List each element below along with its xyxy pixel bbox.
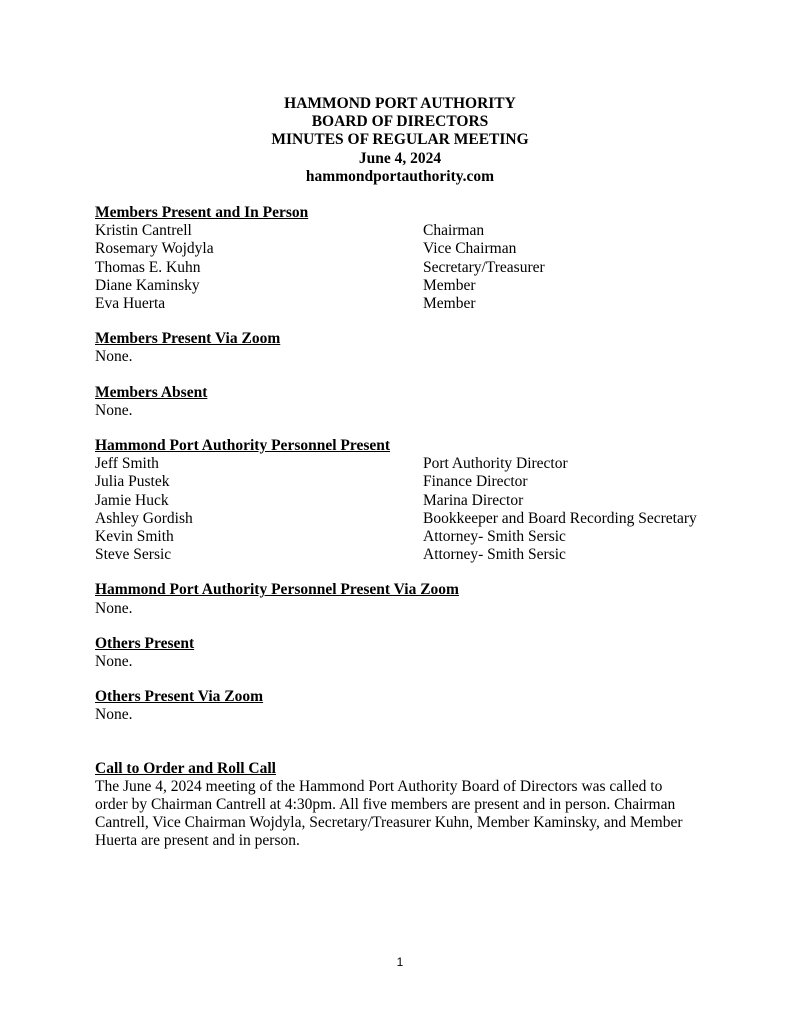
- attendee-role: Member: [423, 276, 476, 294]
- attendee-name: Jamie Huck: [95, 491, 169, 509]
- meeting-date: June 4, 2024: [358, 149, 442, 167]
- attendee-role: Chairman: [423, 222, 485, 240]
- section-text: None.: [95, 706, 133, 724]
- section-text: None.: [95, 348, 133, 366]
- section-title: Hammond Port Authority Personnel Present: [95, 437, 391, 455]
- attendee-role: Vice Chairman: [423, 240, 517, 258]
- attendee-name: Diane Kaminsky: [95, 276, 200, 294]
- attendee-row: [95, 546, 735, 564]
- attendee-row: [95, 510, 735, 528]
- section-title: Others Present: [95, 634, 195, 652]
- attendee-row: [95, 455, 735, 473]
- personnel-zoom-section: [95, 581, 735, 617]
- blank-line: [95, 742, 735, 760]
- section-title: Call to Order and Roll Call: [95, 759, 276, 777]
- call-to-order-section: [95, 760, 735, 851]
- attendee-role: Member: [423, 295, 476, 313]
- board-name: BOARD OF DIRECTORS: [311, 113, 489, 131]
- section-text: None.: [95, 401, 133, 419]
- attendee-role: Marina Director: [423, 491, 524, 509]
- paragraph-line: Cantrell, Vice Chairman Wojdyla, Secretary/Treasurer Kuhn, Member Kaminsky, and Member: [95, 814, 683, 832]
- section-title: Members Present and In Person: [95, 204, 309, 221]
- attendee-row: [95, 277, 735, 295]
- attendee-role: Finance Director: [423, 473, 528, 491]
- attendee-role: Port Authority Director: [423, 455, 568, 473]
- paragraph-line: order by Chairman Cantrell at 4:30pm. All five members are present and in person. Chairman: [95, 796, 676, 814]
- attendee-name: Julia Pustek: [95, 473, 170, 491]
- section-title: Members Absent: [95, 383, 208, 401]
- document-type: MINUTES OF REGULAR MEETING: [271, 131, 529, 149]
- attendee-name: Eva Huerta: [95, 295, 166, 313]
- attendee-row: [95, 295, 735, 313]
- attendee-name: Thomas E. Kuhn: [95, 258, 201, 276]
- others-present-section: [95, 635, 735, 671]
- attendee-name: Rosemary Wojdyla: [95, 240, 214, 258]
- others-zoom-section: [95, 688, 735, 724]
- section-title: Others Present Via Zoom: [95, 688, 264, 706]
- paragraph-line: The June 4, 2024 meeting of the Hammond Port Authority Board of Directors was called to: [95, 777, 663, 795]
- attendee-name: Kristin Cantrell: [95, 222, 192, 240]
- members-zoom-section: [95, 330, 735, 366]
- attendee-name: Ashley Gordish: [95, 509, 193, 527]
- attendee-role: Attorney- Smith Sersic: [423, 528, 566, 546]
- document-body: [95, 204, 735, 868]
- website: hammondportauthority.com: [305, 167, 495, 185]
- document-header: [0, 95, 800, 186]
- page-number: 1: [396, 955, 404, 969]
- section-title: Hammond Port Authority Personnel Present Via Zoom: [95, 581, 459, 599]
- paragraph-line: Huerta are present and in person.: [95, 832, 300, 850]
- attendee-row: [95, 473, 735, 491]
- attendee-role: Secretary/Treasurer: [423, 258, 545, 276]
- members-absent-section: [95, 384, 735, 420]
- organization-name: HAMMOND PORT AUTHORITY: [284, 95, 516, 112]
- section-title: Members Present Via Zoom: [95, 330, 281, 348]
- attendee-row: [95, 492, 735, 510]
- attendee-row: [95, 222, 735, 240]
- personnel-present-section: [95, 437, 735, 564]
- section-text: None.: [95, 653, 133, 671]
- attendee-row: [95, 240, 735, 258]
- section-text: None.: [95, 599, 133, 617]
- attendee-row: [95, 528, 735, 546]
- attendee-name: Kevin Smith: [95, 528, 174, 546]
- members-present-section: [95, 204, 735, 313]
- attendee-row: [95, 259, 735, 277]
- attendee-role: Bookkeeper and Board Recording Secretary: [423, 509, 697, 527]
- attendee-name: Jeff Smith: [95, 455, 159, 473]
- attendee-role: Attorney- Smith Sersic: [423, 546, 566, 564]
- attendee-name: Steve Sersic: [95, 546, 172, 564]
